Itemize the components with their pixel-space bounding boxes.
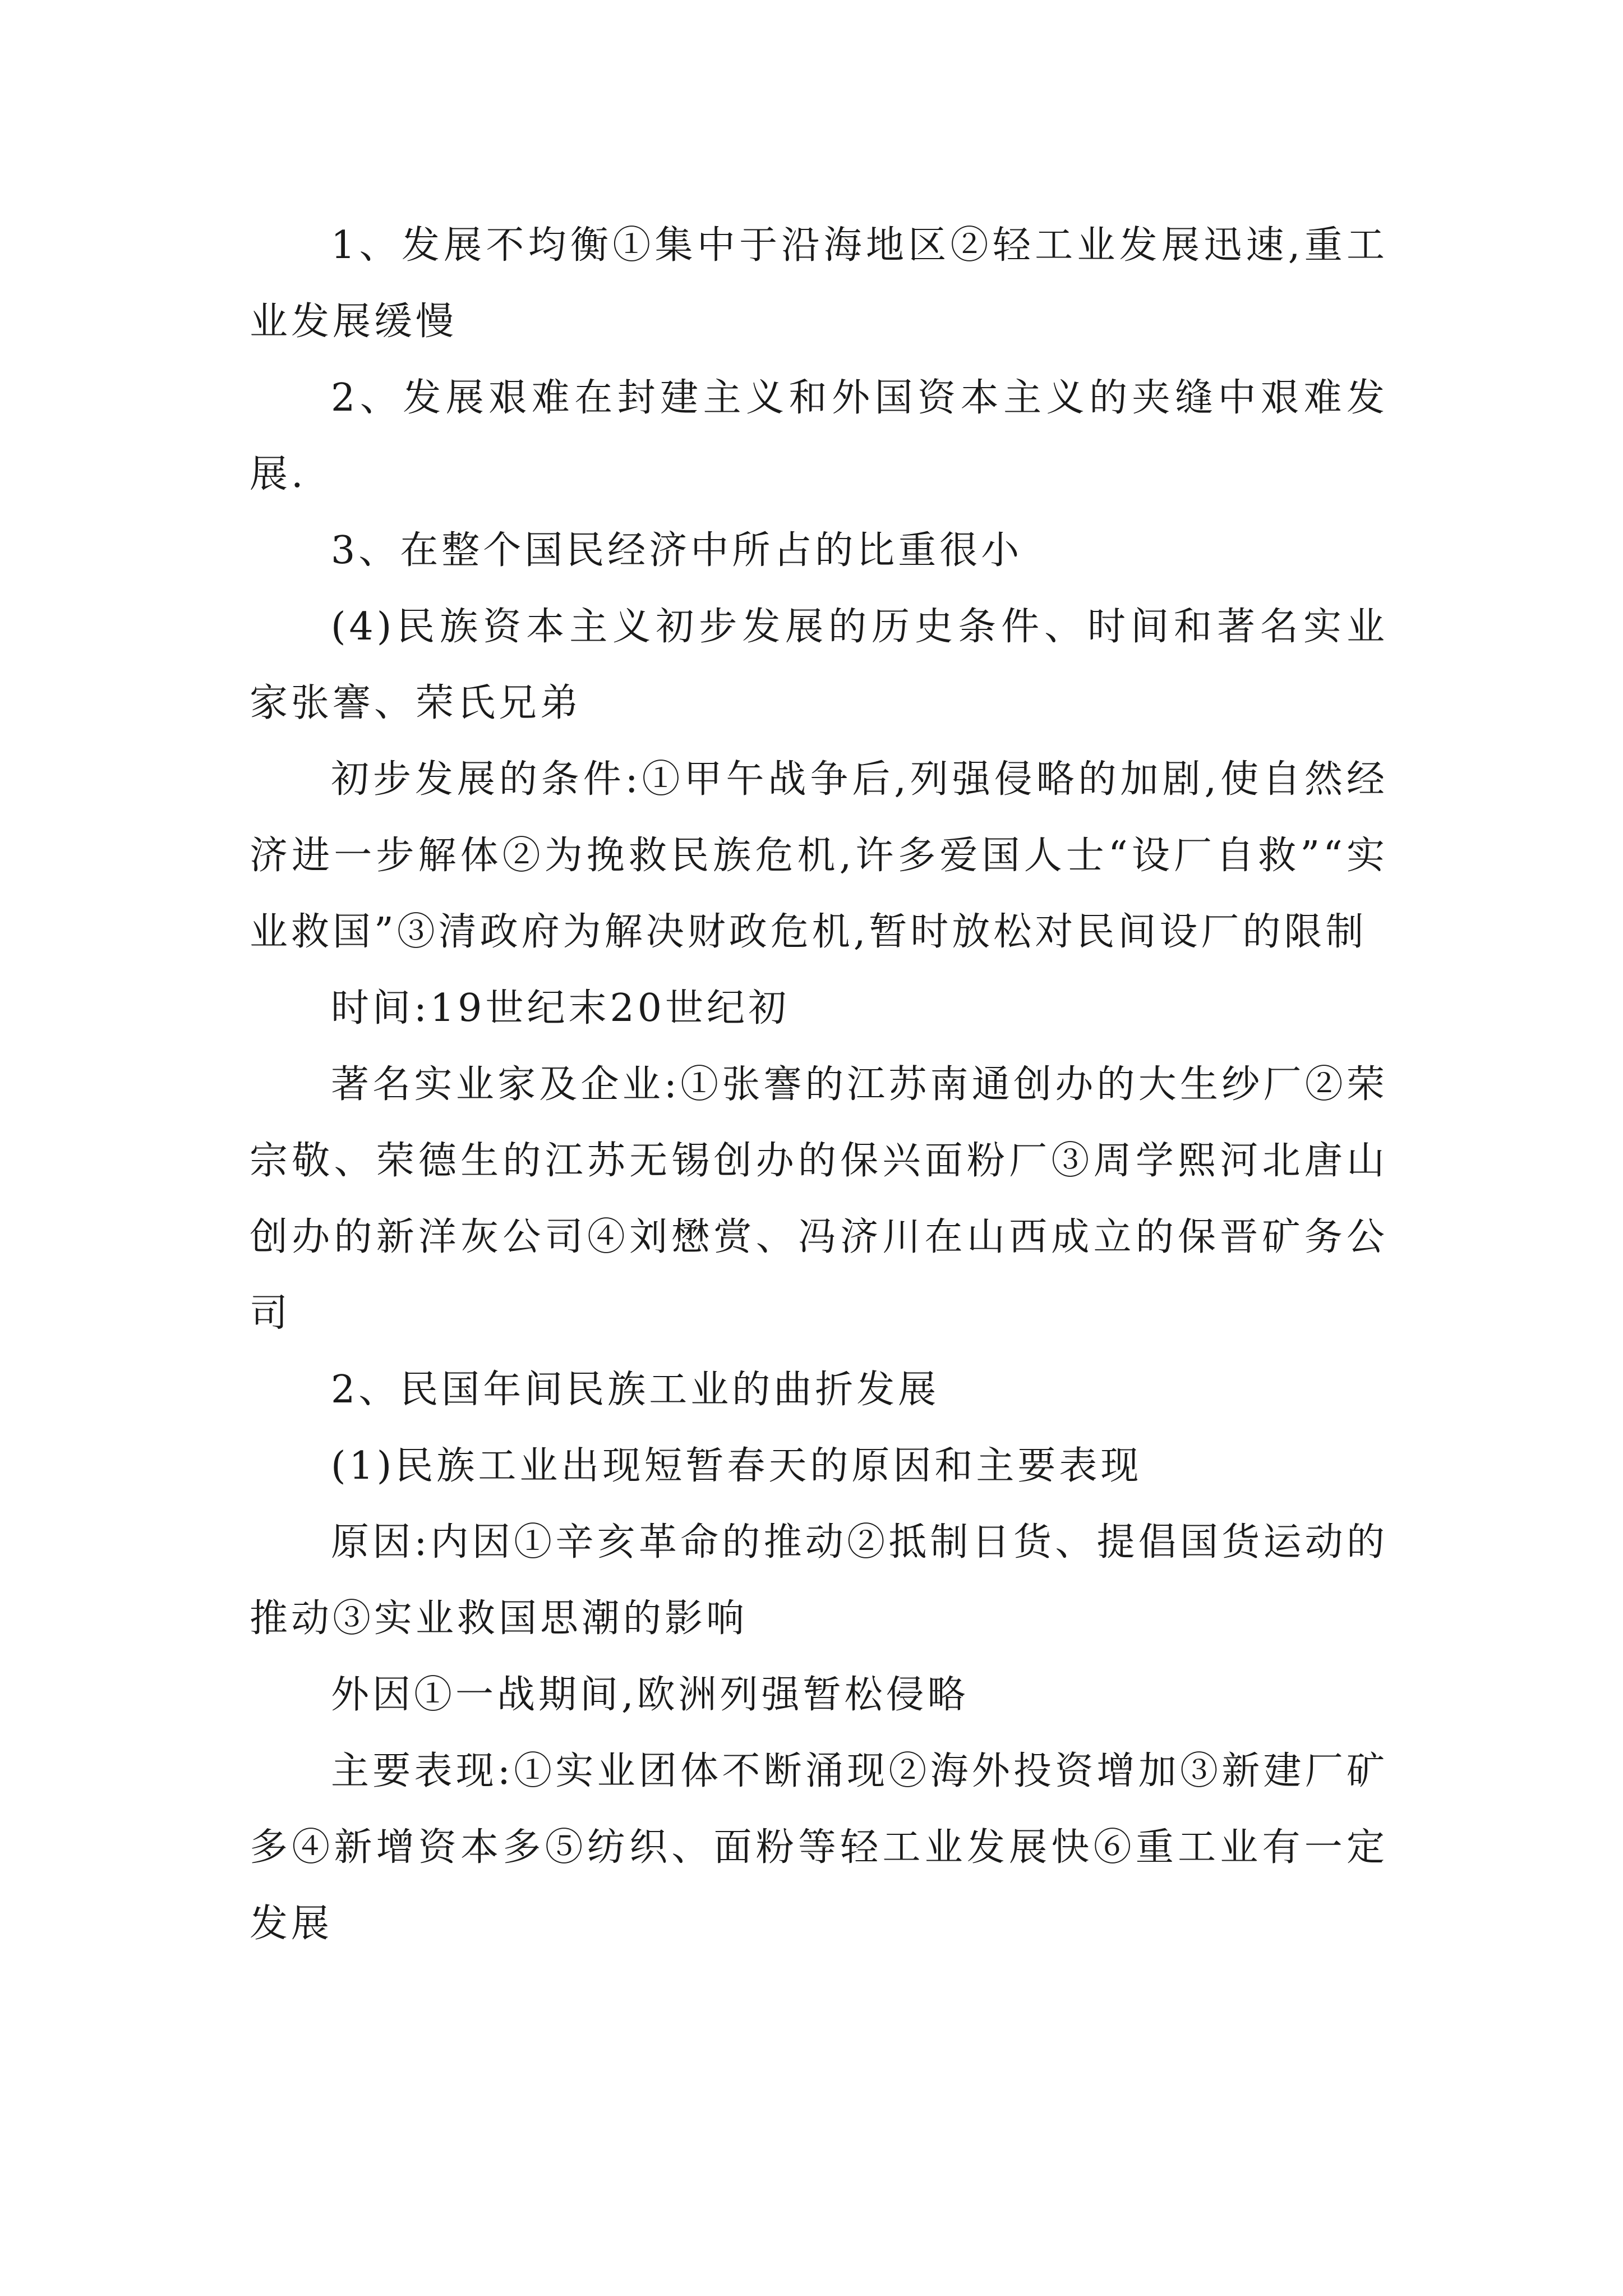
- paragraph-8: 2、民国年间民族工业的曲折发展: [331, 1368, 940, 1412]
- paragraph-12: 主要表现:①实业团体不断涌现②海外投资增加③新建厂矿多④新增资本多⑤纺织、面粉等轻工业发展快⑥重工业有一定发展: [250, 1749, 1388, 1946]
- paragraph-1: 1、发展不均衡①集中于沿海地区②轻工业发展迅速,重工业发展缓慢: [250, 223, 1388, 344]
- paragraph-2: 2、发展艰难在封建主义和外国资本主义的夹缝中艰难发展.: [250, 376, 1388, 496]
- paragraph-10: 原因:内因①辛亥革命的推动②抵制日货、提倡国货运动的推动③实业救国思潮的影响: [250, 1520, 1388, 1641]
- paragraph-5: 初步发展的条件:①甲午战争后,列强侵略的加剧,使自然经济进一步解体②为挽救民族危机,许多爱国人士“设厂自救”“实业救国”③清政府为解决财政危机,暂时放松对民间设厂的限制: [250, 757, 1388, 954]
- paragraph-6: 时间:19世纪末20世纪初: [331, 986, 790, 1030]
- document-body: [250, 208, 1388, 1962]
- paragraph-3: 3、在整个国民经济中所占的比重很小: [331, 528, 1023, 573]
- paragraph-4: (4)民族资本主义初步发展的历史条件、时间和著名实业家张謇、荣氏兄弟: [250, 605, 1388, 725]
- paragraph-11: 外因①一战期间,欧洲列强暂松侵略: [331, 1673, 969, 1717]
- paragraph-9: (1)民族工业出现短暂春天的原因和主要表现: [331, 1444, 1142, 1488]
- paragraph-7: 著名实业家及企业:①张謇的江苏南通创办的大生纱厂②荣宗敬、荣德生的江苏无锡创办的保兴面粉厂③周学熙河北唐山创办的新洋灰公司④刘懋赏、冯济川在山西成立的保晋矿务公司: [250, 1062, 1388, 1336]
